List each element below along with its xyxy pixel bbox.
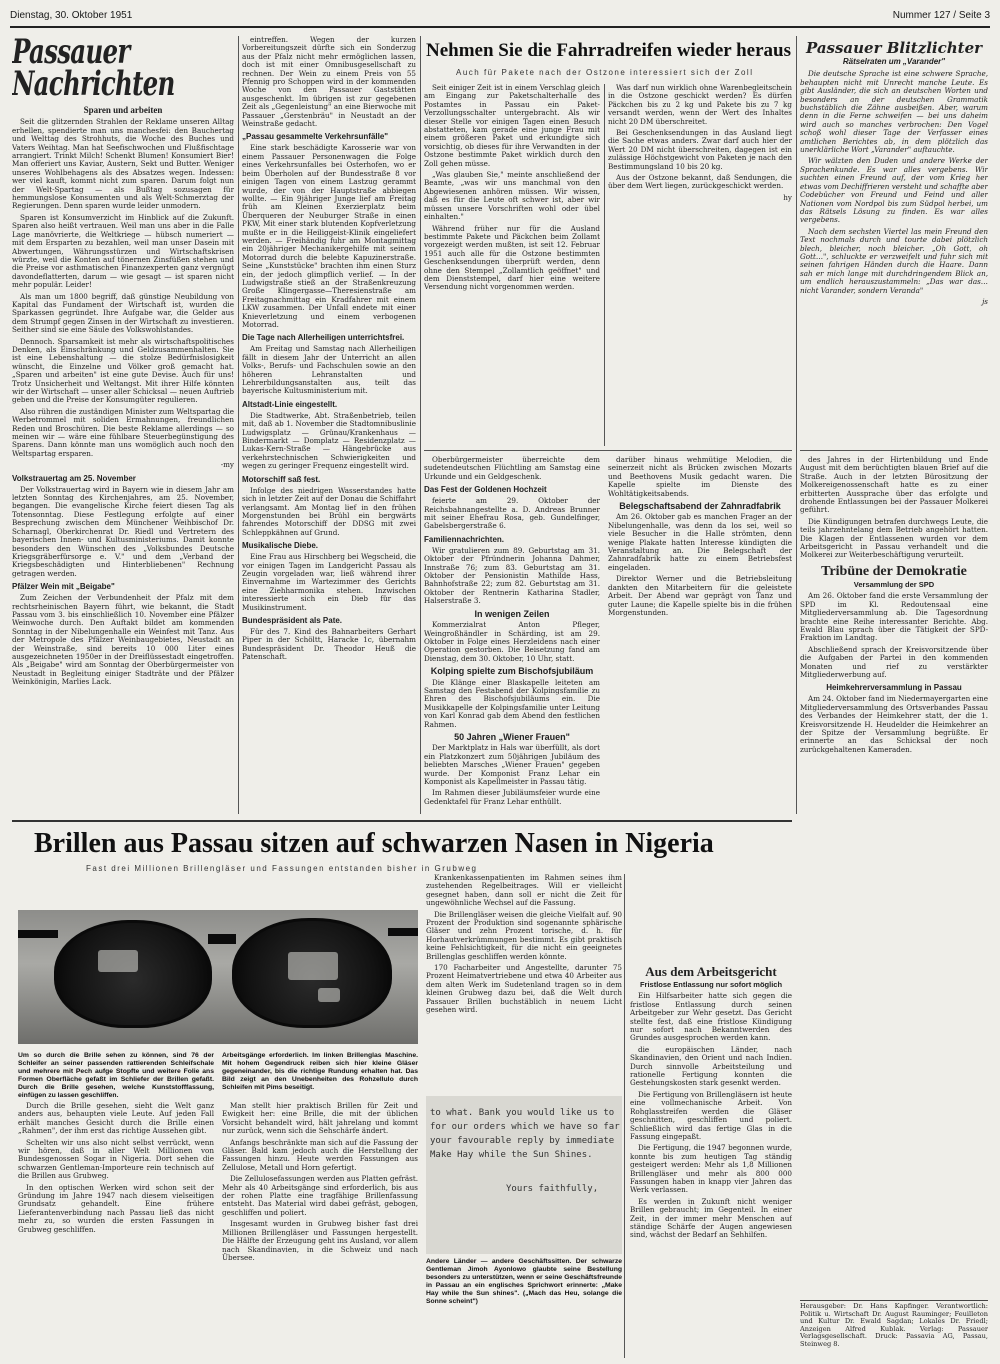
headline-bicycle-tires: Nehmen Sie die Fahrradreifen wieder heraus	[426, 40, 792, 61]
article-paragraph: Dennoch. Sparsamkeit ist mehr als wirtschaftspolitisches Denken, als Einschränkung und Geldzusammenhalten. Sie ist eine Lebenshaltung — die stolze Bedürfnislosigkeit wünscht, die Einzelne und Völker groß gemacht hat. „Sparen und arbeiten" ist eine gute Devise. Auch für uns! Trotz Unsicherheit und Weltangst. Mit ihrer Hilfe könnten wir der Wirtschaft — unser aller Schicksal — neuen Auftrieb geben und die Preise der Konsumgüter regulieren.	[12, 336, 234, 405]
article-paragraph: des Jahres in der Hirtenbildung und Ende August mit dem berüchtigten blauen Brief auf die Straße. Auch in der letzten Bürositzung der Molkereigenossenschaft hatte es zu einer erbitterten Aussprache über das erfolgte und drohende Entlassungen bei der Passauer Molkerei geführt.	[800, 456, 988, 515]
section-subheading: Fristlose Entlassung nur sofort möglich	[639, 980, 783, 989]
article-paragraph: Die Kündigungen betrafen durchwegs Leute, die teils jahrzehntelang dem Betrieb angehört hatten. Die Klagen der Entlassenen wurden vor dem Arbeitsgericht in Passau verhandelt und die Molkerei zur Weiterbeschäftigung verurteilt.	[800, 516, 988, 560]
article-paragraph: Eine stark beschädigte Karosserie war von einem Passauer Personenwagen die Folge eines Verkehrsunfalles bei Osterhofen, wo er beim Überholen auf der Bundesstraße 8 vor einigen Tagen von einem Lastzug gerammt wurde, der von der Hauptstraße abbiegen wollte. — Ein 9jähriger Junge lief am Freitag früh am Kleinen Exerzierplatz beim Überqueren der Neuburger Straße in einen PKW, Mit einer stark blutenden Kopfverletzung mußte er in die Heiliggeist-Klinik eingeliefert werden. — Freihändig fuhr am Montagmittag ein 20jähriger Mechanikergehilfe mit seinem Motorrad durch die belebte Kapuzinerstraße. Seine „Kunststücke" brachten ihm einen Sturz ein, der jedoch glimpflich verlief. — In der Ludwigstraße stieß an der Straßenkreuzung Große Klingergasse—Theresienstraße am Freitagnachmittag ein Kradfahrer mit einem LKW zusammen. Der Unfall endete mit einer Knieverletzung und einem verbogenen Motorrad.	[242, 143, 416, 329]
article-paragraph: Abschließend sprach der Kreisvorsitzende über die Aufgaben der Partei in den kommenden Monaten und rief zu verstärkter Mitgliederwerbung auf.	[800, 644, 988, 679]
article-paragraph: Am Freitag und Samstag nach Allerheiligen fällt in diesem Jahr der Unterricht an allen Volks-, Berufs- und Fachschulen sowie an den höheren Lehranstalten und Lehrerbildungsanstalten aus, teilt das bayerische Kultusministerium mit.	[242, 344, 416, 396]
article-paragraph: Wir gratulieren zum 89. Geburtstag am 31. Oktober der Pfründnerin Johanna Dahmer, Innstraße 76; zum 83. Geburtstag am 31. Oktober der Pensionistin Mathilde Hass, Bahnhofstraße 22; zum 82. Geburtstag am 31. Oktober der Rentnerin Katharina Stadler, Halserstraße 3.	[424, 545, 600, 606]
article-paragraph: Während früher nur für die Ausland bestimmte Pakete und Päckchen beim Zollamt vorgezeigt werden mußten, ist seit 12. Februar 1951 auch alle für die Ostzone bestimmten Geschenksendungen überprüft werden, denn ohne den Stempel „Zollamtlich geöffnet" und dem Dienststempel, darf hier eine weitere Versendung nicht vorgenommen werden.	[424, 223, 600, 292]
article-paragraph: Für des 7. Kind des Bahnarbeiters Gerhart Piper in der Schöltt, Haracke 1c, übernahm Bundespräsident Dr. Theodor Heuß die Patenschaft.	[242, 626, 416, 662]
article-paragraph: Nach dem sechsten Viertel las mein Freund den Text nochmals durch und tourte dabei plötzlich blech, bleicher, noch bleicher. „Oh Gott, oh Gott…", schluckte er verzweifelt und fuhr sich mit seinen fahrigen Händen durch die Haare. Dann sah er mich lange mit durchdringendem Blick an, um endlich herauszustammeln: „Das war das… nicht Varander, sondern Veranda"	[800, 226, 988, 295]
column-rule	[238, 36, 239, 814]
article-paragraph: Infolge des niedrigen Wasserstandes hatte sich in letzter Zeit auf der Donau die Schiffahrt verlangsamt. Am Montag lief in den frühen Morgenstunden bei Brühl ein bergwärts fahrendes Motorschiff der DDSG mit zwei Schleppkähnen auf Grund.	[242, 485, 416, 537]
section-heading: Tribüne der Demokratie	[821, 563, 967, 579]
column-democracy	[800, 456, 988, 1294]
letter-line: Yours faithfully,	[506, 1184, 599, 1194]
box-subtitle: Rätselraten um „Varander"	[842, 57, 946, 66]
article-paragraph: Oberbürgermeister überreichte dem sudetendeutschen Flüchtling am Samstag eine Urkunde und ein Geldgeschenk.	[424, 456, 600, 481]
article-paragraph: Durch die Brille gesehen, sieht die Welt ganz anders aus, behaupten viele Leute. Auf jeden Fall erhält manches Gesicht durch die Brille einen „Rahmen", der ihm erst das richtige Aussehen gibt.	[18, 1102, 214, 1136]
article-heading: Volkstrauertag am 25. November	[12, 473, 136, 483]
letter-photo	[426, 1096, 622, 1254]
column-brillen-3	[426, 874, 622, 1092]
article-paragraph: Die Zellulosefassungen werden aus Platten gefräst. Mehr als 40 Arbeitsgänge sind erforderlich, bis aus der rohen Platte eine tragfähige Brillenfassung entsteht. Das Material wird dabei gefräst, gebogen, geschliffen und poliert.	[222, 1174, 418, 1217]
article-heading: Heimkehrerversammlung in Passau	[826, 683, 962, 693]
section-heading: Aus dem Arbeitsgericht	[645, 964, 777, 979]
issue-date: Dienstag, 30. Oktober 1951	[10, 10, 133, 21]
article-heading: Kolping spielte zum Bischofsjubiläum	[430, 666, 594, 677]
article-paragraph: „Was glauben Sie," meinte anschließend der Beamte, „was wir uns manchmal von den Abgewiesenen anhören müssen. Wir wissen, daß es für die Leute oft schwer ist, aber wir müssen unsere Vorschriften wohl oder übel einhalten."	[424, 170, 600, 222]
article-paragraph: In den optischen Werken wird schon seit der Gründung im Jahre 1947 nach diesem vielseitigen Grundsatz gehandelt. Eine frühere Lieferantenverbindung nach Passau ließ das nicht mehr zu, so wurden die ersten Fassungen in Grubweg geschliffen.	[18, 1182, 214, 1234]
article-paragraph: Die Fertigung von Brillengläsern ist heute eine vollmechanische Arbeit. Von Rohglasstreifen werden die Gläser geschnitten, geschliffen und poliert. Schließlich wird das fertige Glas in die Fassung eingepaßt.	[630, 1089, 792, 1141]
article-paragraph: Die Klänge einer Blaskapelle leiteten am Samstag den Festabend der Kolpingsfamilie zu Ehren des Bischofsjubiläums ein. Die Musikkapelle der Kolpingsfamilie unter Leitung von Karl Konrad gab dem Abend den festlichen Rahmen.	[424, 677, 600, 729]
headline-kicker: Fast drei Millionen Brillengläser und Fassungen entstanden bisher in Grubweg	[86, 864, 478, 873]
article-heading: Pfälzer Wein mit „Beigabe"	[12, 582, 115, 592]
article-paragraph: Im Rahmen dieser Jubiläumsfeier wurde eine Gedenktafel für Franz Lehar enthüllt.	[424, 788, 600, 806]
article-paragraph: Wir wälzten den Duden und andere Werke der Sprachenkunde. Es war alles vergebens. Wir suchten einen Freund auf, der vom Krieg her etwas vom Dechiffrieren versteht und schaffte aber Codebücher von Freund und Feind und aller Nationen vom Nordpol bis zum Südpol herbei, um das Rätsels Lösung zu finden. Es war alles vergebens.	[800, 156, 988, 225]
letter-line: Make Hay while the Sun Shines.	[430, 1150, 593, 1160]
section-rule	[424, 450, 792, 451]
column-zahnrad	[608, 456, 792, 814]
article-paragraph: Der Marktplatz in Hals war überfüllt, als dort ein Platzkonzert zum 50jährigen Jubiläum des beliebten Marsches „Wiener Frauen" gegeben wurde. Der Komponist Franz Lehar ein Komponist als Kapellmeister in Passau tätig.	[424, 743, 600, 786]
photo-caption: Arbeitsgänge erforderlich. Im linken Brillenglas Maschine. Mit hohem Gegendruck reiben sich hier kleine Gläser gegeneinander, bis die richtige Rundung erhalten hat. Das Bild zeigt an den Unebenheiten des Rohzellulo durch Schleifen mit Pims beseitigt.	[222, 1052, 418, 1091]
sunglasses-photo	[18, 910, 418, 1044]
article-heading: Familiennachrichten.	[424, 534, 505, 544]
section-rule	[800, 450, 988, 451]
author-initials: js	[982, 296, 988, 306]
lens-bridge	[208, 934, 236, 944]
article-paragraph: Man stellt hier praktisch Brillen für Zeit und Ewigkeit her: eine Brille, die mit der üblichen Vorsicht behandelt wird, hält jahrelang und kommt nur zurück, wenn sich die Sehschärfe ändert.	[222, 1102, 418, 1136]
article-paragraph: Am 26. Oktober fand die erste Versammlung der SPD im Kl. Redoutensaal eine Mitgliederversammlung ab. Die Tagesordnung brachte eine Reihe interessanter Berichte. Abg. Ewald Blau sprach über die Tätigkeit der SPD-Fraktion im Landtag.	[800, 591, 988, 643]
running-head	[10, 6, 990, 28]
column-arbeitsgericht	[630, 960, 792, 1358]
article-paragraph: Seit einiger Zeit ist in einem Verschlag gleich am Eingang zur Paketschalterhalle des Postamtes in Passau ein Paket-Verzollungsschalter untergebracht. Als wir dieser Stelle vor einigen Tagen einen Besuch abstatteten, kam gerade eine junge Frau mit einem größeren Paket und erkundigte sich vorsichtig, ob dieses für ihre Verwandten in der Ostzone bestimmte Paket wirklich durch den Zoll gehen müsse.	[424, 84, 600, 168]
article-paragraph: Es werden in Zukunft nicht weniger Brillen gebraucht; im Gegenteil. In einer Zeit, in der immer mehr Menschen auf ständige Schärfe der Augen angewiesen sind, wächst der Bedarf an Sehhilfen.	[630, 1196, 792, 1240]
article-heading: Belegschaftsabend der Zahnradfabrik	[619, 501, 781, 512]
article-paragraph: Die Stadtwerke, Abt. Straßenbetrieb, teilen mit, daß ab 1. November die Stadtomnibuslinie Ludwigsplatz — Grünau/Krankenhaus — Bindermarkt — Domplatz — Residenzplatz — Lukas-Kern-Straße — Hängebrücke aus verkehrstechnischen Schwierigkeiten und wegen zu geringer Frequenz eingestellt wird.	[242, 410, 416, 471]
article-heading: Musikalische Diebe.	[242, 541, 319, 551]
article-paragraph: Insgesamt wurden in Grubweg bisher fast drei Millionen Brillengläser und Fassungen hergestellt. Die Hälfte der Erzeugung geht ins Ausland, vor allem nach Skandinavien, in die Schweiz und nach Übersee.	[222, 1219, 418, 1262]
article-heading: Bundespräsident als Pate.	[242, 615, 343, 625]
column-brillen-1	[18, 1102, 214, 1358]
headline-glasses: Brillen aus Passau sitzen auf schwarzen Nasen in Nigeria	[34, 828, 714, 859]
article-heading: Die Tage nach Allerheiligen unterrichtsfrei.	[242, 333, 405, 343]
column-rule	[604, 84, 605, 446]
article-paragraph: die europäischen Länder, nach Skandinavien, den Orient und nach Indien. Durch sinnvolle Arbeitsteilung und rationelle Fertigung konnten die Gestehungskosten stark gesenkt werden.	[630, 1044, 792, 1088]
article-paragraph: Bei Geschenksendungen in das Ausland liegt die Sache etwas anders. Zwar darf auch hier der Wert 20 DM nicht überschreiten, dagegen ist ein zulässige Höchstgewicht von Paketen je nach den Bestimmungsland 10 bis 20 kg.	[608, 128, 792, 171]
temple-right	[388, 928, 418, 936]
section-subheading: Versammlung der SPD	[853, 579, 935, 589]
article-paragraph: Die Fertigung, die 1947 begonnen wurde, konnte bis zum heutigen Tag ständig gesteigert werden: Mehr als 1,8 Millionen Brillengläser und mehr als 800 000 Fassungen haben in knapp vier Jahren das Werk verlassen.	[630, 1143, 792, 1195]
article-paragraph: eintreffen. Wegen der kurzen Vorbereitungszeit dürfte sich ein Sonderzug aus der Pfalz nicht mehr ermöglichen lassen, doch ist mit einer Omnibusgesellschaft zu rechnen. Der Wein zu einem Preis von 55 Pfennig pro Schoppen wird in der kommenden Woche von den Passauer Gaststätten ausgeschenkt. Im übrigen ist zur gegebenen Zeit als „Gegenleistung" an eine Bierwoche mit Passauer „Gerstenbräu" in Neustadt an der Weinstraße gedacht.	[242, 36, 416, 129]
temple-left	[18, 930, 58, 938]
article-paragraph: Anfangs beschränkte man sich auf die Fassung der Gläser. Bald kam jedoch auch die Herstellung der Fassungen hinzu. Heute werden Fassungen aus Zellulose, Metall und Horn gefertigt.	[222, 1137, 418, 1172]
reflection	[318, 988, 340, 1002]
column-brillen-2	[222, 1102, 418, 1358]
column-local-news	[12, 36, 234, 814]
article-paragraph: Direktor Werner und die Betriebsleitung dankten den Mitarbeitern für die geleistete Arbeit. Der Abend war geprägt von Tanz und guter Laune; die Kapelle spielte bis in die frühen Morgenstunden.	[608, 574, 792, 617]
article-paragraph: Zum Zeichen der Verbundenheit der Pfalz mit dem rechtsrheinischen Bayern führt, wie bekannt, die Stadt Passau vom 3. bis einschließlich 10. November eine Pfälzer Weinwoche durch. Den Auftakt bildet am kommenden Sonntag in der Nibelungenhalle ein Weinfest mit Tanz. Aus der Metropole des Pfälzer Weinbaugebietes, Neustadt an der Weinstraße, sind bereits 10 000 Liter eines ausgezeichneten 1950er in der Dreiflüssestadt eingetroffen. Als „Beigabe" wird am Sonntag der Oberbürgermeister von Neustadt in Begleitung einiger Stadträte und der Pfälzer Weinkönigin, Marlies Lack.	[12, 593, 234, 687]
article-heading: 50 Jahren „Wiener Frauen"	[454, 731, 570, 742]
article-paragraph: Schelten wir uns also nicht selbst verrückt, wenn wir hören, daß in aller Welt Millionen von Bundesgenossen Sogar in Nigeria. Dort sehen die schwarzen Gentleman-Importeure rein technisch auf die Brillen aus Grubweg.	[18, 1137, 214, 1181]
article-heading: „Passau gesammelte Verkehrsunfälle"	[242, 132, 389, 142]
article-heading: Sparen und arbeiten	[83, 105, 163, 115]
article-paragraph: Krankenkassenpatienten im Rahmen seines ihm zustehenden Regelbeitrages. Will er vielleicht gesegnet haben, dann soll er nicht die Zeit für ungewöhnliche Wechsel auf die Fassung.	[426, 874, 622, 908]
article-paragraph: Der Volkstrauertag wird in Bayern wie in diesem Jahr am letzten Sonntag des Kirchenjahres, am 25. November, begangen. Die evangelische Kirche feiert diesen Tag als Totensonntag. Diese Festlegung erfolgte auf einer Besprechung zwischen dem Münchener Weihbischof Dr. Scharnagl, Oberkirchenrat Dr. Riedl und Vertretern des bayerischen Innen- und Kultusministeriums. Damit konnte besonders den Wünschen des „Volksbundes Deutsche Kriegsgräberfürsorge e. V." und dem „Verband der Kriegsbeschädigten und Hinterbliebenen" Rechnung getragen werden.	[12, 484, 234, 578]
section-rule	[12, 820, 792, 822]
article-paragraph: Als man um 1800 begriff, daß günstige Neubildung von Kapital das Fundament der Wirtschaft ist, wurden die Sparkassen gegründet. Ihre Aufgabe war, die Gelder aus dem Strumpf gegen Zinsen in der Wirtschaft zu investieren. Seither sind sie eine Säule des Volkswohlstandes.	[12, 291, 234, 335]
letter-line: for our orders which we have so far	[430, 1122, 620, 1132]
column-briefs	[424, 456, 600, 814]
article-paragraph: Was darf nun wirklich ohne Warenbegleitschein in die Ostzone geschickt werden? Es dürfen Päckchen bis zu 2 kg und Pakete bis zu 7 kg versandt werden, wenn der Wert des Inhaltes nicht 20 DM überschreitet.	[608, 84, 792, 126]
article-paragraph: Am 24. Oktober fand im Niedermayergarten eine Mitgliederversammlung des Ortsverbandes Passau des Verbandes der Heimkehrer statt, der die 1. Kreisvorsitzende H. Heudelder die Heimkehrer an der Spitze der Versammlung begrüßte. Er erinnerte an das Schicksal der noch zurückgehaltenen Kameraden.	[800, 694, 988, 754]
column-local-briefs	[242, 36, 416, 814]
column-rule	[624, 874, 625, 1358]
article-paragraph: Kommerzialrat Anton Pfleger, Weingroßhändler in Schärding, ist am 29. Oktober in Folge eines Herzleidens nach einer Operation gestorben. Die Beisetzung fand am Dienstag, dem 30. Oktober, 10 Uhr, statt.	[424, 620, 600, 663]
article-heading: Das Fest der Goldenen Hochzeit	[424, 485, 547, 495]
article-paragraph: Eine Frau aus Hirschberg bei Wegscheid, die vor einigen Tagen im Landgericht Passau als Zeugin vorgeladen war, ließ während ihrer Einvernahme im Wartezimmer des Gerichts eine Ziehharmonika stehen. Inzwischen interessierte sich ein Dieb für das Musikinstrument.	[242, 552, 416, 612]
author-initials: hy	[783, 192, 792, 202]
lens-left	[54, 920, 212, 1028]
article-paragraph: Ein Hilfsarbeiter hatte sich gegen die fristlose Entlassung durch seinen Arbeitgeber zur Wehr gesetzt. Das Gericht stellte fest, daß eine fristlose Kündigung nur sofort nach Bekanntwerden des Grundes ausgesprochen werden kann.	[630, 991, 792, 1043]
letter-line: your favourable reply by immediate	[430, 1136, 615, 1146]
photo-caption: Um so durch die Brille sehen zu können, sind 76 der Schleifer an seiner passenden rattierenden Schleifschale und mehrere mit Pech aufge Stopfte und weitere Folie ans Formen Oberfläche gefaßt im Schliefer der Brillen gefaßt. Durch die Brille gesehen, welche Kunststofffassung, einfügen zu lassen geschliffen.	[18, 1052, 214, 1099]
article-paragraph: Sparen ist Konsumverzicht im Hinblick auf die Zukunft. Sparen also heißt vertrauen. Weil man uns aber in die Falle Lage manövrierte, die Weltkriege — hübsch numeriert — mit dem Ersparten zu bezahlen, weil man unser Dasein mit Abwertungen, Währungsstürzen und Wirtschaftskrisen würzte, weil die Konten auf tönernen Zinsfüßen stehen und die Preise vor asthmatischen Finanzexperten ganz vergnügt davondeflatterten, darum — wie gesagt — ist sparen nicht mehr populär. Leider!	[12, 212, 234, 290]
article-paragraph: Am 26. Oktober gab es manchen Frager an der Nibelungenhalle, was denn da los sei, weil so viele Besucher in die Halle strömten, denn wenige Plakate hatten Interesse kündigten die Veranstaltung an. Die Belegschaft der Zahnradfabrik hatte zu einem Betriebsfest eingeladen.	[608, 512, 792, 572]
article-paragraph: Die Brillengläser weisen die gleiche Vielfalt auf. 90 Prozent der Produktion sind sogenannte sphärische Gläser und zehn Prozent torische, d. h. für Horhautverkrümmungen bestimmt. Es gibt praktisch keine Fehlsichtigkeit, für die nicht ein geeignetes Brillenglas geschliffen werden könnte.	[426, 909, 622, 961]
page-number: Nummer 127 / Seite 3	[892, 10, 990, 21]
article-paragraph: 170 Facharbeiter und Angestellte, darunter 75 Prozent Heimatvertriebene und etwa 40 Arbeiter aus dem alten Werk im Sudetenland tragen so in dem kleinen Grubweg dazu bei, daß die Welt durch Passauer Brillen buchstäblich in neuem Licht gesehen wird.	[426, 963, 622, 1015]
impressum: Herausgeber: Dr. Hans Kapfinger. Verantwortlich: Politik u. Wirtschaft Dr. August Rauminger; Feuilleton und Kultur Dr. Ewald Sagdan; Lokales Dr. Friedl; Anzeigen Alfred Kublak. Verlag: Passauer Verlagsgesellschaft. Druck: Passavia AG, Passau, Steinweg 8.	[800, 1300, 988, 1356]
article-paragraph: Seit die glitzernden Strahlen der Reklame unseren Alltag erhellen, spendierte man uns manchesfei: den Bauchertag und Welttag des Strohhuts, die Woche des Buches und Vaters Weihtag. Man hat Seefischwochen und Flußfischtage arrangiert. Trinkt Milch! Schenkt Blumen! Konsumiert Bier! Man offeriert uns Kaviar, Austern, Sekt und Butter. Weniger unseres Wohlbehagens als des Absatzes wegen. Indessen: wer viel kauft, kommt nicht zum sparen. Darum folgt nun der Welt-Spartag — als Bußtag sozusagen für hemmungslose Konsumenten und als Welt-Schmerztag der Regierungen. Denn sparen wurde leider unmodern.	[12, 117, 234, 211]
article-heading: Motorschiff saß fest.	[242, 474, 321, 484]
column-blitzlichter	[800, 40, 988, 446]
article-paragraph: darüber hinaus wehmütige Melodien, die seinerzeit nicht als Brücken zwischen Mozarts und Beethovens Musik gedacht waren. Die Kapelle spielte im Dienste des Wohltätigkeitsabends.	[608, 456, 792, 498]
letter-caption: Andere Länder — andere Geschäftssitten. Der schwarze Gentleman Jimoh Ayonlowo glaubte seine Bestellung besonders zu unterstützen, wenn er seine Geschäftsfreunde in Passau an ein englisches Sprichwort erinnerte: „Make Hay while the Sun shines". („Mach das Heu, solange die Sonne scheint")	[426, 1258, 622, 1305]
box-title: Passauer Blitzlichter	[805, 40, 983, 57]
masthead-title: Passauer Nachrichten	[12, 36, 175, 104]
column-fahrrad-1	[424, 84, 600, 446]
column-rule	[420, 36, 421, 814]
article-paragraph: feierte am 29. Oktober der Reichsbahnangestellte a. D. Andreas Brunner mit seiner Ehefrau Rosa, geb. Gundelfinger, Gabelsbergerstraße 6.	[424, 496, 600, 531]
headline-kicker: Auch für Pakete nach der Ostzone interessiert sich der Zoll	[456, 68, 754, 77]
article-heading: In wenigen Zeilen	[474, 608, 550, 619]
reflection	[288, 952, 338, 980]
author-initials: -my	[220, 460, 234, 470]
reflection	[98, 950, 138, 972]
column-fahrrad-2	[608, 84, 792, 446]
article-paragraph: Also rühren die zuständigen Minister zum Weltspartag die Werbetrommel mit soliden Ermahnungen, freundlichen Reden und Broschüren. Die beste Reklame allerdings — so meinen wir — wäre eine fühlbare Steuerbegünstigung des Sparens. Dann könnte man uns womöglich auch noch den Weltspartag ersparen.	[12, 406, 234, 458]
letter-line: to what. Bank you would like us to	[430, 1108, 615, 1118]
article-paragraph: Die deutsche Sprache ist eine schwere Sprache, behaupten nicht mit Unrecht manche Leute. Es gibt Ausländer, die sich an deutschen Worten und besonders an der deutschen Grammatik buchstäblich die Zähne ausbeißen. Aber, warum denn in die Ferne schweifen — bei uns daheim wird auch so manches verbrochen: Den Vogel schoß wohl dieser Tage der Verfasser eines amtlichen Berichtes ab, in dem plötzlich das unerklärliche Wort „Varander" auftauchte.	[800, 69, 988, 155]
article-paragraph: Aus der Ostzone bekannt, daß Sendungen, die über dem Wert liegen, zurückgeschickt werden.	[608, 173, 792, 191]
article-heading: Altstadt-Linie eingestellt.	[242, 399, 338, 409]
column-rule	[796, 36, 797, 814]
